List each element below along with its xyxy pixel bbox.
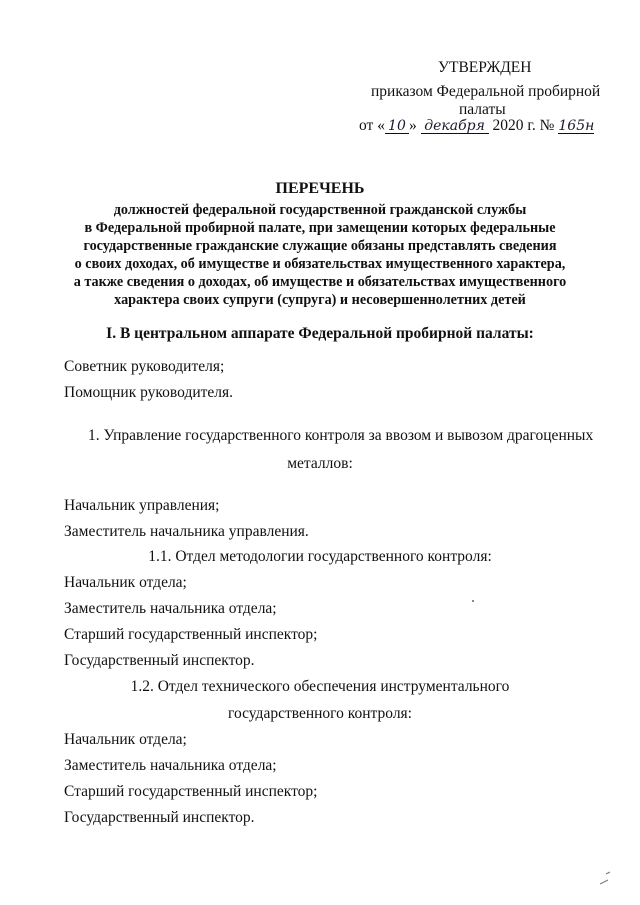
signature-number: 165н [558,118,595,134]
document-title: ПЕРЕЧЕНЬ [275,180,365,197]
position-item: Начальник отдела; [64,731,187,748]
signature-day: 10 [385,119,409,134]
approval-date-line [359,116,594,135]
position-item: Государственный инспектор. [64,809,255,826]
approval-order-line: приказом Федеральной пробирной [371,83,601,100]
subtitle-line: характера своих супруги (супруга) и несовершеннолетних детей [114,292,526,308]
subtitle-line: о своих доходах, об имуществе и обязательствах имущественного характера, [74,256,566,272]
subtitle-line: в Федеральной пробирной палате, при замещении которых федеральные [84,220,556,236]
position-item: Заместитель начальника управления. [64,523,309,540]
subdepartment-title-cont: государственного контроля: [228,705,412,722]
position-item: Начальник управления; [64,497,220,514]
position-item: Старший государственный инспектор; [64,626,318,643]
approval-order-line-2: палаты [459,101,506,118]
department-title: 1. Управление государственного контроля за ввозом и вывозом драгоценных [88,427,594,444]
scan-mark [472,600,474,602]
date-year: 2020 г. № [492,117,555,134]
section-title: I. В центральном аппарате Федеральной пробирной палаты: [106,325,534,342]
position-item: Старший государственный инспектор; [64,783,318,800]
date-quote-close: » [408,117,417,134]
position-item: Заместитель начальника отдела; [64,757,277,774]
position-item: Советник руководителя; [64,358,225,375]
subdepartment-title: 1.2. Отдел технического обеспечения инструментального [130,678,510,695]
date-prefix: от « [359,117,385,134]
scan-mark-corner [596,868,616,888]
department-title-cont: металлов: [287,455,353,472]
position-item: Заместитель начальника отдела; [64,600,277,617]
subdepartment-title: 1.1. Отдел методологии государственного контроля: [148,548,492,565]
position-item: Помощник руководителя. [64,384,234,401]
subtitle-line: государственные гражданские служащие обязаны представлять сведения [83,238,557,254]
subtitle-line: а также сведения о доходах, об имуществе и обязательствах имущественного [73,274,567,290]
signature-month: декабря [421,119,489,134]
position-item: Государственный инспектор. [64,652,255,669]
subtitle-line: должностей федеральной государственной гражданской службы [113,202,527,218]
approval-heading: УТВЕРЖДЕН [438,59,532,76]
position-item: Начальник отдела; [64,574,187,591]
